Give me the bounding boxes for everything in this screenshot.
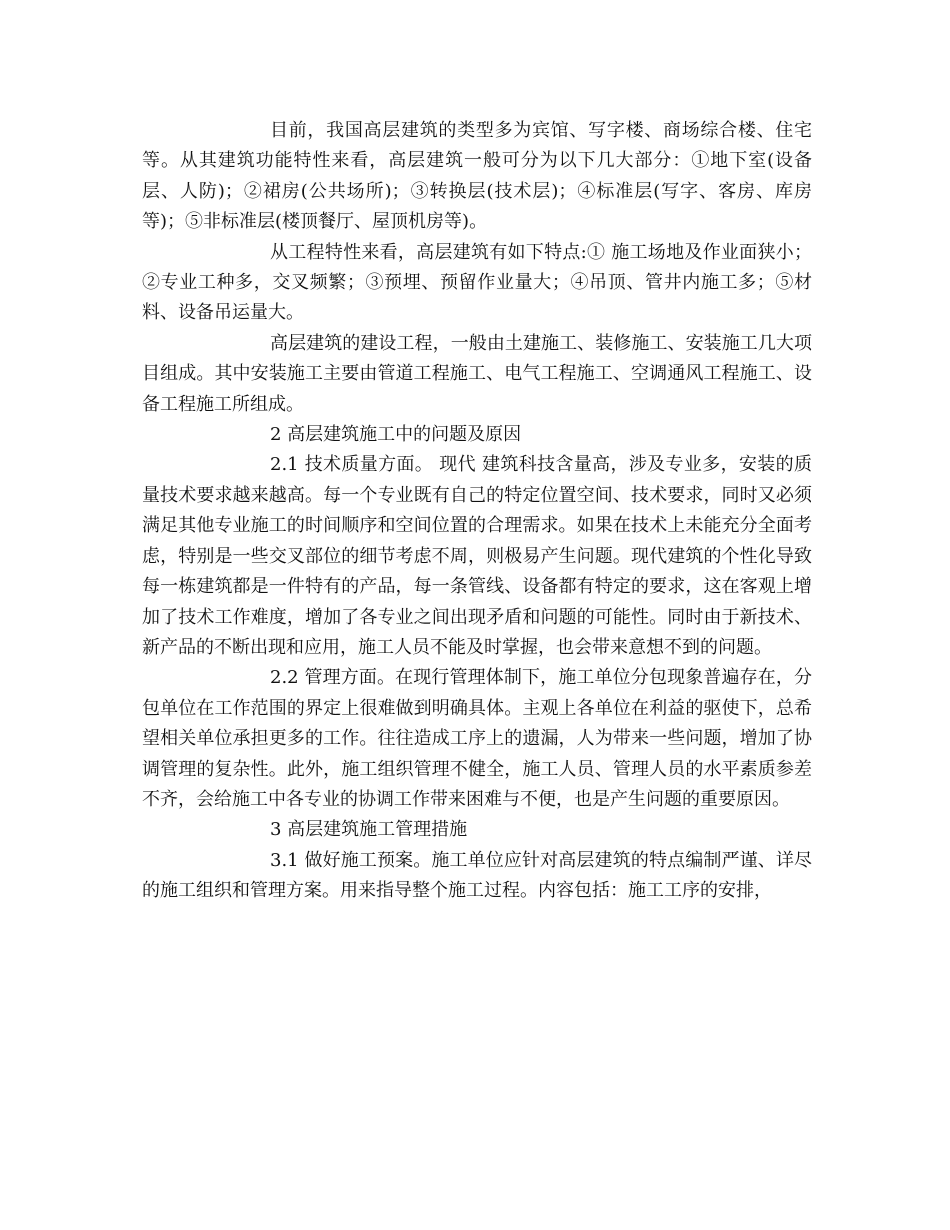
section-heading-measures: 3 高层建筑施工管理措施 (270, 819, 468, 841)
paragraph-engineering-features: 从工程特性来看，高层建筑有如下特点:① 施工场地及作业面狭小；②专业工种多，交叉频繁；③预埋、预留作业量大；④吊顶、管井内施工多；⑤材料、设备吊运量大。 (142, 241, 812, 324)
paragraph-management: 2.2 管理方面。在现行管理体制下，施工单位分包现象普遍存在，分包单位在工作范围的界定上很难做到明确具体。主观上各单位在利益的驱使下，总希望相关单位承担更多的工作。往往造成工序上的遗漏，人为带来一些问题，增加了协调管理的复杂性。此外，施工组织管理不健全，施工人员、管理人员的水平素质参差不齐，会给施工中各专业的协调工作带来困难与不便，也是产生问题的重要原因。 (142, 667, 812, 810)
paragraph-construction-plan: 3.1 做好施工预案。施工单位应针对高层建筑的特点编制严谨、详尽的施工组织和管理方案。用来指导整个施工过程。内容包括：施工工序的安排， (142, 849, 812, 902)
paragraph-construction-composition: 高层建筑的建设工程，一般由土建施工、装修施工、安装施工几大项目组成。其中安装施工主要由管道工程施工、电气工程施工、空调通风工程施工、设备工程施工所组成。 (142, 332, 812, 415)
paragraph-building-types: 目前，我国高层建筑的类型多为宾馆、写字楼、商场综合楼、住宅等。从其建筑功能特性来看，高层建筑一般可分为以下几大部分：①地下室(设备层、人防)；②裙房(公共场所)；③转换层(技术层)；④标准层(写字、客房、库房等)；⑤非标准层(楼顶餐厅、屋顶机房等)。 (142, 120, 812, 233)
document-page (142, 116, 812, 907)
paragraph-technical-quality: 2.1 技术质量方面。 现代 建筑科技含量高，涉及专业多，安装的质量技术要求越来越高。每一个专业既有自己的特定位置空间、技术要求，同时又必须满足其他专业施工的时间顺序和空间位置的合理需求。如果在技术上未能充分全面考虑，特别是一些交叉部位的细节考虑不周，则极易产生问题。现代建筑的个性化导致每一栋建筑都是一件特有的产品，每一条管线、设备都有特定的要求，这在客观上增加了技术工作难度，增加了各专业之间出现矛盾和问题的可能性。同时由于新技术、新产品的不断出现和应用，施工人员不能及时掌握，也会带来意想不到的问题。 (142, 454, 812, 658)
section-heading-problems: 2 高层建筑施工中的问题及原因 (270, 424, 522, 446)
